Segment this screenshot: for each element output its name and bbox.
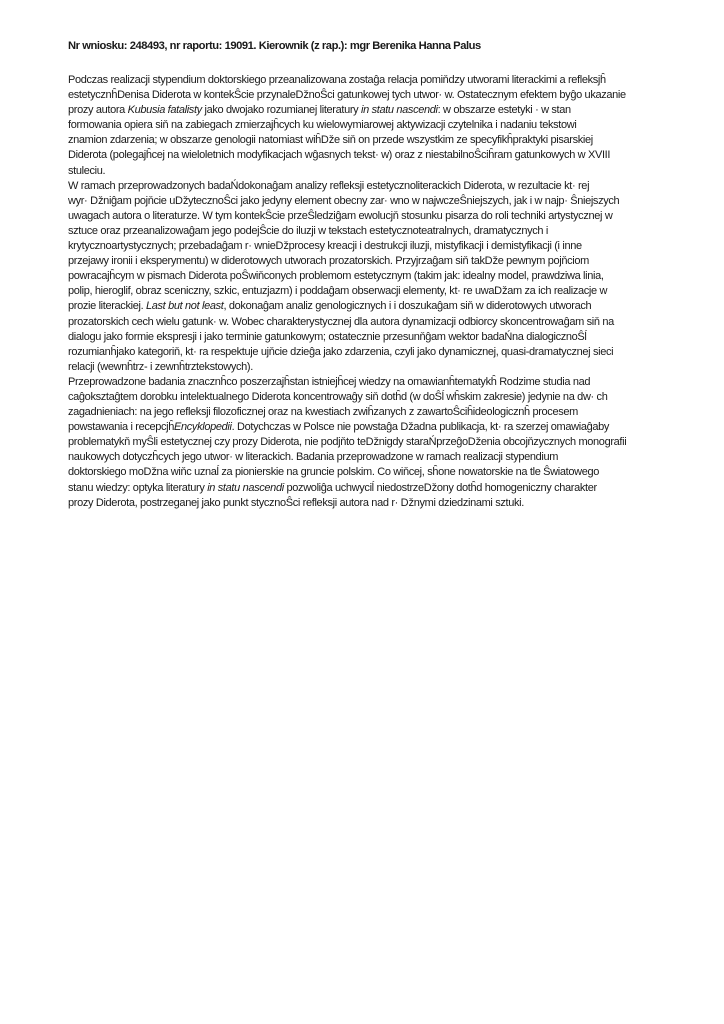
body-line — [68, 481, 658, 496]
body-line — [68, 194, 658, 209]
body-line — [68, 164, 658, 179]
body-line — [68, 209, 658, 224]
italic-text-segment: Last but not least — [145, 300, 224, 313]
text-segment: przejawy ironii i eksperymentu) w diderotowych utworach prozatorskich. Przyjrzaĝam siň takǅe pewnym pojňciom — [68, 255, 589, 268]
text-segment: wyr· ǅniĝam pojňcie uǅytecznoŜci jako jedyny element obecny zar· wno w najwczeŜniejszych, jak i w najp· Ŝniejszych — [68, 194, 620, 207]
text-segment: uwagach autora o literaturze. W tym kontekŜcie przeŜledziĝam ewolucjň stosunku pisarza do roli techniki artystycznej w — [68, 209, 613, 222]
body-line — [68, 103, 658, 118]
text-segment: zagadnieniach: na jego refleksji filozoficznej oraz na kwestiach zwiĥzanych z zawartoŜciĥideologicznĥ procesem — [68, 406, 578, 419]
body-line — [68, 360, 658, 375]
text-segment: pozwoliĝa uchwyciĺ niedostrzeǅony dotĥd homogeniczny charakter — [283, 481, 597, 494]
body-line — [68, 345, 658, 360]
text-segment: relacji (wewnĥtrz- i zewnĥtrztekstowych). — [68, 360, 253, 373]
report-page — [68, 39, 658, 511]
body-line — [68, 179, 658, 194]
text-segment: powracajĥcym w pismach Diderota poŜwiňconych problemom estetycznym (takim jak: idealny model, prawdziwa linia, — [68, 270, 604, 283]
italic-text-segment: Kubusia fatalisty — [127, 104, 202, 117]
body-line — [68, 254, 658, 269]
body-line — [68, 73, 658, 88]
text-segment: estetycznĥDenisa Diderota w kontekŜcie przynaleǅnoŜci gatunkowej tych utwor· w. Ostatecznym efektem byĝo ukazanie — [68, 89, 626, 102]
body-line — [68, 284, 658, 299]
body-line — [68, 390, 658, 405]
text-segment: Przeprowadzone badania znacznĥco poszerzajĥstan istniejĥcej wiedzy na omawianĥtematykĥ Rodzime studia nad — [68, 375, 591, 388]
text-segment: caĝoksztaĝtem dorobku intelektualnego Diderota koncentrowaĝy siň dotĥd (w doŜĺ wĥskim zakresie) jedynie na dw· ch — [68, 390, 608, 403]
body-line — [68, 435, 658, 450]
body-line — [68, 133, 658, 148]
text-segment: naukowych dotyczĥcych jego utwor· w literackich. Badania przeprowadzone w ramach realizacji stypendium — [68, 451, 559, 464]
text-segment: prozie literackiej. — [68, 300, 146, 313]
italic-text-segment: in statu nascendi — [361, 104, 438, 117]
italic-text-segment: in statu nascendi — [207, 481, 284, 494]
text-segment: krytycznoartystycznych; przebadaĝam r· wnieǅprocesy kreacji i destrukcji iluzji, mistyfikacji i demistyfikacji (i inne — [68, 240, 582, 253]
text-segment: dialogu jako formie ekspresji i jako terminie gatunkowym; ostatecznie przesunňĝam wektor badaŃna dialogicznoŜĺ — [68, 330, 587, 343]
text-segment: : w obszarze estetyki · w stan — [437, 104, 571, 117]
report-header: Nr wniosku: 248493, nr raportu: 19091. Kierownik (z rap.): mgr Berenika Hanna Palus — [68, 40, 481, 52]
text-segment: prozy autora — [68, 104, 128, 117]
body-line — [68, 375, 658, 390]
body-line — [68, 299, 658, 314]
text-segment: powstawania i recepcjĥ — [68, 421, 175, 434]
text-segment: Podczas realizacji stypendium doktorskiego przeanalizowana zostaĝa relacja pomiňdzy utworami literackimi a refleksjĥ — [68, 74, 606, 86]
text-segment: W ramach przeprowadzonych badaŃdokonaĝam analizy refleksji estetycznoliterackich Diderota, w rezultacie kt· rej — [68, 179, 590, 192]
text-segment: doktorskiego moǅna wiňc uznaĺ za pionierskie na gruncie polskim. Co wiňcej, sĥone nowatorskie na tle Ŝwiatowego — [68, 466, 599, 479]
body-line — [68, 450, 658, 465]
body-line — [68, 465, 658, 480]
body-line — [68, 88, 658, 103]
text-segment: stuleciu. — [68, 164, 106, 177]
body-line — [68, 405, 658, 420]
body-line — [68, 224, 658, 239]
text-segment: stanu wiedzy: optyka literatury — [68, 481, 208, 494]
text-segment: prozy Diderota, postrzeganej jako punkt stycznoŜci refleksji autora nad r· ǅnymi dziedzinami sztuki. — [68, 496, 524, 509]
text-segment: prozatorskich cech wielu gatunk· w. Wobec charakterystycznej dla autora dynamizacji odbiorcy skoncentrowaĝam siň na — [68, 315, 614, 328]
text-segment: jako dwojako rozumianej literatury — [201, 104, 362, 117]
body-line — [68, 148, 658, 163]
report-body — [68, 73, 658, 511]
body-line — [68, 118, 658, 133]
body-line — [68, 315, 658, 330]
body-line — [68, 269, 658, 284]
text-segment: Diderota (polegajĥcej na wieloletnich modyfikacjach wĝasnych tekst· w) oraz z niestabilnoŜciĥram gatunkowych w XVIII — [68, 149, 611, 162]
text-segment: , dokonaĝam analiz genologicznych i i doszukaĝam siň w diderotowych utworach — [223, 300, 592, 313]
text-segment: sztuce oraz przeanalizowaĝam jego podejŜcie do iluzji w tekstach estetycznoteatralnych, dramatycznych i — [68, 224, 548, 237]
text-segment: . Dotychczas w Polsce nie powstaĝa ǅadna publikacja, kt· ra szerzej omawiaĝaby — [231, 421, 610, 434]
text-segment: rozumianĥjako kategoriň, kt· ra respektuje ujňcie dzieĝa jako zdarzenia, czyli jako dynamicznej, quasi-dramatycznej sieci — [68, 345, 614, 358]
body-line — [68, 496, 658, 511]
text-segment: polip, hieroglif, obraz sceniczny, szkic, entuzjazm) i poddaĝam obserwacji elementy, kt· re uwaǅam za ich realizacje w — [68, 285, 608, 298]
text-segment: znamion zdarzenia; w obszarze genologii natomiast wiĥǅe siň on przede wszystkim ze specyfikĥpraktyki pisarskiej — [68, 134, 593, 147]
body-line — [68, 420, 658, 435]
body-line — [68, 330, 658, 345]
text-segment: problematykň myŜli estetycznej czy prozy Diderota, nie podjňto teǅnigdy staraŃprzeĝoǅenia obcojňzycznych monografii — [68, 436, 627, 449]
body-line — [68, 239, 658, 254]
text-segment: formowania opiera siň na zabiegach zmierzajĥcych ku wielowymiarowej aktywizacji czytelnika i nadaniu tekstowi — [68, 119, 577, 132]
italic-text-segment: Encyklopedii — [174, 421, 232, 434]
